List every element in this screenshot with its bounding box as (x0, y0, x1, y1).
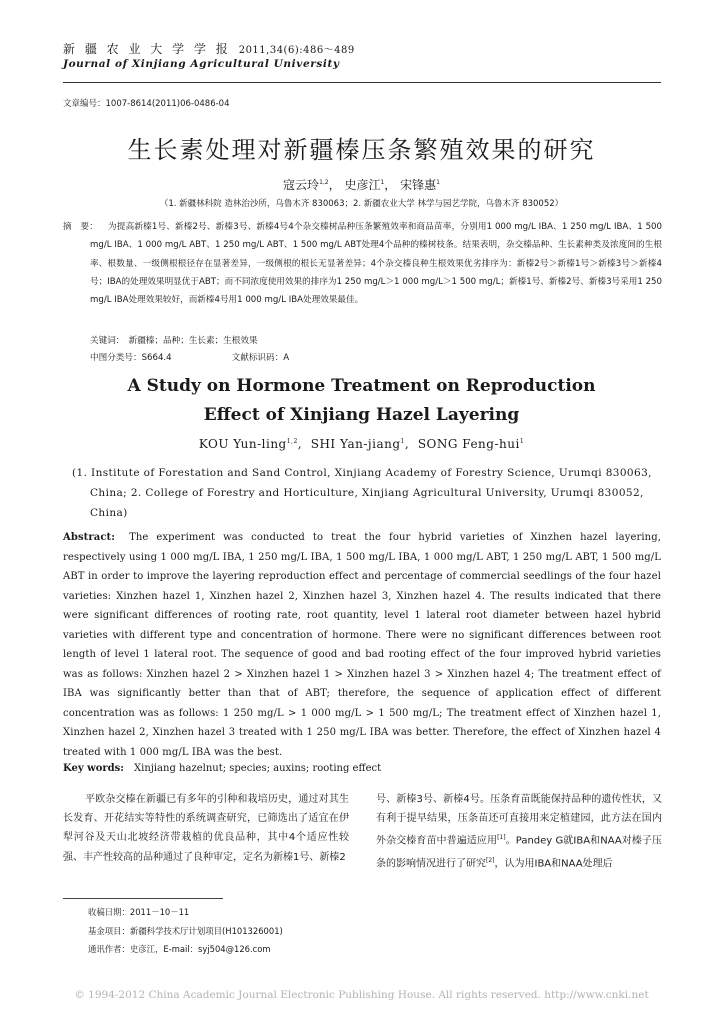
abstract-en-text: The experiment was conducted to treat the four hybrid varieties of Xinzhen hazel layering, respectively using 1 000 mg/L IBA, 1 250 mg/L IBA, 1 500 mg/L IBA, 1 000 mg/L ABT, 1 250 mg/L ABT, 1 500 mg/L ABT in order to improve the layering reproduction effect and percentage of commercial seedlings of the four hazel varieties: Xinzhen hazel 1, Xinzhen hazel 2, Xinzhen hazel 3, Xinzhen hazel 4. The results indicated that there were significant differences of rooting rate, root quantity, level 1 lateral root diameter between hazel hybrid varieties with different type and concentration of hormone. There were no significant differences between root length of level 1 lateral root. The sequence of good and bad rooting effect of the four improved hybrid varieties was as follows: Xinzhen hazel 2 > Xinzhen hazel 1 > Xinzhen hazel 3 > Xinzhen hazel 4; The treatment effect of IBA was significantly better than that of ABT; therefore, the sequence of application effect of different concentration was as follows: 1 250 mg/L > 1 000 mg/L > 1 500 mg/L; The treatment effect of Xinzhen hazel 1, Xinzhen hazel 2, Xinzhen hazel 3 treated with 1 250 mg/L IBA was better. Therefore, the effect of Xinzhen hazel 4 treated with 1 000 mg/L IBA was the best. (63, 532, 661, 758)
header-rule (63, 82, 661, 83)
classification-line (90, 351, 289, 363)
keywords-en (63, 763, 381, 774)
keywords-en-text: Xinjiang hazelnut; species; auxins; rooting effect (134, 763, 382, 774)
author-name: 史彦江 (344, 178, 381, 192)
copyright-watermark: © 1994-2012 China Academic Journal Electronic Publishing House. All rights reserved. http://www.cnki.net (74, 989, 649, 1001)
classification-cn: 中图分类号：S664.4 (90, 353, 172, 363)
reference-marker[interactable]: [1] (497, 834, 506, 842)
author-affil-sup-en: 1 (400, 438, 405, 445)
abstract-en-label: Abstract: (63, 532, 116, 543)
body-right-text-a: 号、新榛3号、新榛4号。压条育苗既能保持品种的遗传性状，又有利于提早结果，压条苗还可直接用来定植建园，此方法在国内外杂交榛育苗中普遍适应用 (376, 794, 662, 847)
footnote-received: 收稿日期：2011－10－11 (88, 907, 190, 917)
footnote-fund: 基金项目：新疆科学技术厅计划项目(H101326001) (88, 926, 283, 936)
author-name: 宋锋惠 (400, 178, 437, 192)
body-column-right (376, 790, 662, 873)
abstract-en (63, 528, 661, 762)
author-affil-sup-en: 1 (519, 438, 525, 445)
author-affil-sup-en: 1,2 (286, 438, 298, 445)
title-cn: 生长素处理对新疆榛压条繁殖效果的研究 (127, 136, 596, 164)
title-en-line2: Effect of Xinjiang Hazel Layering (203, 405, 520, 425)
journal-volume: 2011,34(6):486～489 (238, 45, 355, 56)
author-affil-sup: 1 (436, 179, 440, 186)
article-number: 文章编号：1007-8614(2011)06-0486-04 (63, 99, 230, 109)
affiliation-en-text: (1. Institute of Forestation and Sand Control, Xinjiang Academy of Forestry Science, Urumqi 830063, China; 2. College of Forestry and Horticulture, Xinjiang Agricultural University, Urumqi 830052, China) (72, 467, 652, 519)
body-right-text-b: 。Pandey G就IBA和NAA对榛子压条的影响情况进行了研究 (376, 835, 663, 870)
affiliation-cn: （1. 新疆林科院 造林治沙所，乌鲁木齐 830063；2. 新疆农业大学 林学与园艺学院，乌鲁木齐 830052） (159, 199, 564, 209)
body-column-left: 平欧杂交榛在新疆已有多年的引种和栽培历史，通过对其生长发育、开花结实等特性的系统调查研究，已筛选出了适宜在伊犁河谷及天山北坡经济带栽植的优良品种，其中4个适应性较强、丰产性较高的品种通过了良种审定，定名为新榛1号、新榛2 (63, 794, 349, 863)
journal-title-en: Journal of Xinjiang Agricultural University (63, 58, 340, 70)
keywords-cn: 关键词： 新疆榛；品种；生长素；生根效果 (90, 336, 258, 346)
title-en-line1: A Study on Hormone Treatment on Reproduction (127, 376, 596, 396)
authors-en: KOU Yun-ling$^{1,2}$, SHI Yan-jiang$^1$, SONG Feng-hui$^1$ (198, 437, 525, 451)
abstract-cn-label: 摘 要： (63, 222, 99, 232)
affiliation-en (72, 463, 662, 523)
journal-name-cn: 新 疆 农 业 大 学 学 报 (63, 42, 231, 56)
keywords-en-label: Key words: (63, 763, 124, 774)
doc-code-cn: 文献标识码：A (231, 353, 290, 363)
author-name-en: SONG Feng-hui (417, 437, 520, 451)
abstract-cn (63, 218, 662, 309)
abstract-cn-text: 为提高新榛1号、新榛2号、新榛3号、新榛4号4个杂交榛树品种压条繁殖效率和商品苗率，分别用1 000 mg/L IBA、1 250 mg/L IBA、1 500 mg/L IBA、1 000 mg/L ABT、1 250 mg/L ABT、1 500 mg/L ABT处理4个品种的榛树枝条。结果表明，杂交榛品种、生长素种类及浓度间的生根率、根数量、一级侧根根径存在显著差异，一级侧根的根长无显著差异；4个杂交榛良种生根效果优劣排序为：新榛2号＞新榛1号＞新榛3号＞新榛4号；IBA的处理效果明显优于ABT；而不同浓度使用效果的排序为1 250 mg/L＞1 000 mg/L＞1 500 mg/L；新榛1号、新榛2号、新榛3号采用1 250 mg/L IBA处理效果较好，而新榛4号用1 000 mg/L IBA处理效果最佳。 (90, 222, 662, 306)
author-name: 寇云玲 (283, 178, 320, 192)
author-name-en: SHI Yan-jiang (310, 437, 401, 451)
body-right-text-c: ，认为用IBA和NAA处理后 (494, 858, 613, 870)
reference-marker[interactable]: [2] (486, 856, 495, 864)
author-name-en: KOU Yun-ling (198, 437, 287, 451)
authors-cn: 寇云玲$^{1,2}$， 史彦江$^1$， 宋锋惠$^1$ (283, 178, 440, 192)
footnote-rule (63, 898, 223, 899)
journal-title-cn (63, 40, 355, 57)
footnote-contact: 通讯作者：史彦江，E-mail：syj504@126.com (88, 944, 271, 954)
author-affil-sup: 1 (380, 179, 385, 186)
author-affil-sup: 1,2 (319, 179, 329, 186)
